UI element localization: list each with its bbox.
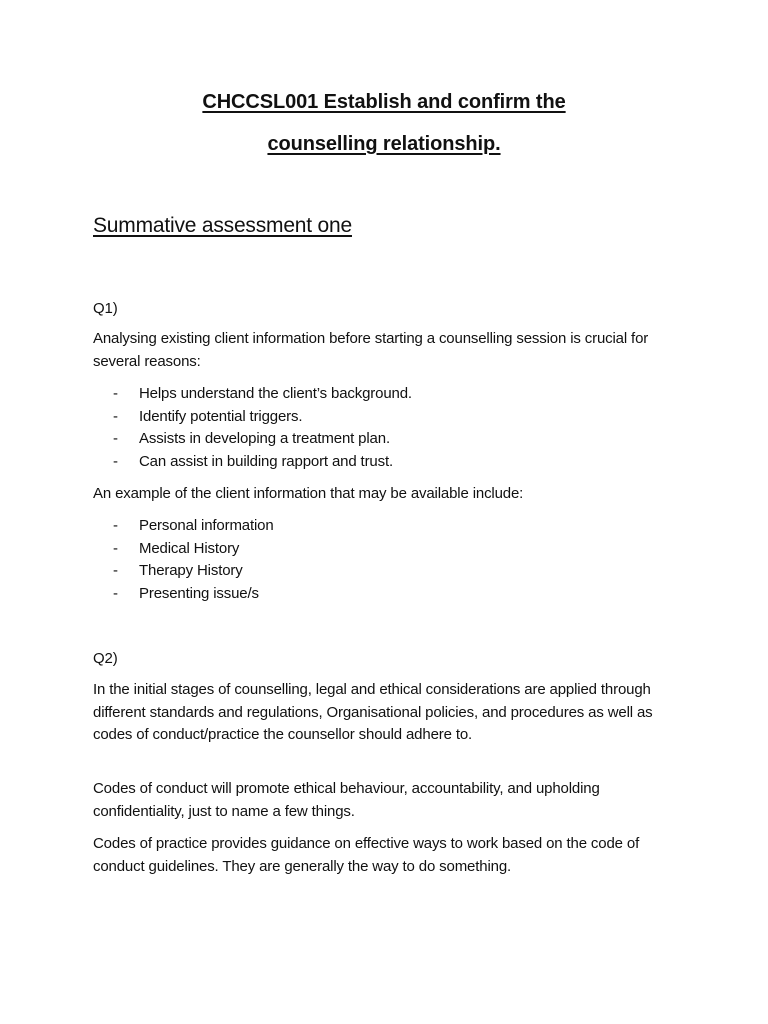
question-2-label: Q2) — [93, 650, 118, 667]
dash-bullet: - — [113, 430, 118, 447]
list-item-text: Helps understand the client’s background. — [139, 385, 412, 402]
list-item-text: Identify potential triggers. — [139, 407, 303, 425]
dash-bullet: - — [113, 539, 118, 557]
list-item — [113, 406, 412, 429]
list-item — [113, 383, 412, 406]
reasons-list — [113, 383, 412, 473]
list-item — [113, 583, 274, 606]
list-item-text: Medical History — [139, 539, 240, 557]
client-information-list — [113, 515, 274, 605]
document-title-line-2: counselling relationship. — [267, 133, 501, 155]
question-2-paragraph-2: Codes of conduct will promote ethical behaviour, accountability, and upholding confidentiality, just to name a few things. — [93, 780, 600, 820]
dash-bullet: - — [113, 407, 118, 425]
dash-bullet: - — [113, 517, 118, 534]
question-1-intro: Analysing existing client information before starting a counselling session is crucial for several reasons: — [93, 330, 649, 370]
question-1-label: Q1) — [93, 300, 118, 317]
document-title-line-1: CHCCSL001 Establish and confirm the — [202, 91, 566, 113]
question-2-paragraph-3: Codes of practice provides guidance on effective ways to work based on the code of conduct guidelines. They are generally the way to do something. — [93, 835, 640, 875]
section-heading: Summative assessment one — [93, 214, 352, 237]
list-item — [113, 428, 412, 451]
dash-bullet: - — [113, 452, 118, 470]
dash-bullet: - — [113, 584, 118, 602]
dash-bullet: - — [113, 385, 118, 402]
list-item — [113, 560, 274, 583]
list-item-text: Presenting issue/s — [139, 584, 259, 602]
list-item-text: Can assist in building rapport and trust. — [139, 452, 393, 470]
list-item-text: Assists in developing a treatment plan. — [139, 430, 390, 447]
question-2-paragraph-1: In the initial stages of counselling, legal and ethical considerations are applied through different standards and regulations, Organisational policies, and procedures as well as codes of conduct/practice the counsellor should adhere to. — [93, 681, 653, 743]
list-item-text: Personal information — [139, 517, 274, 534]
list-item — [113, 538, 274, 561]
list-item — [113, 451, 412, 474]
dash-bullet: - — [113, 562, 118, 579]
question-1-example-intro: An example of the client information that may be available include: — [93, 485, 524, 502]
list-item-text: Therapy History — [139, 562, 243, 579]
list-item — [113, 515, 274, 538]
